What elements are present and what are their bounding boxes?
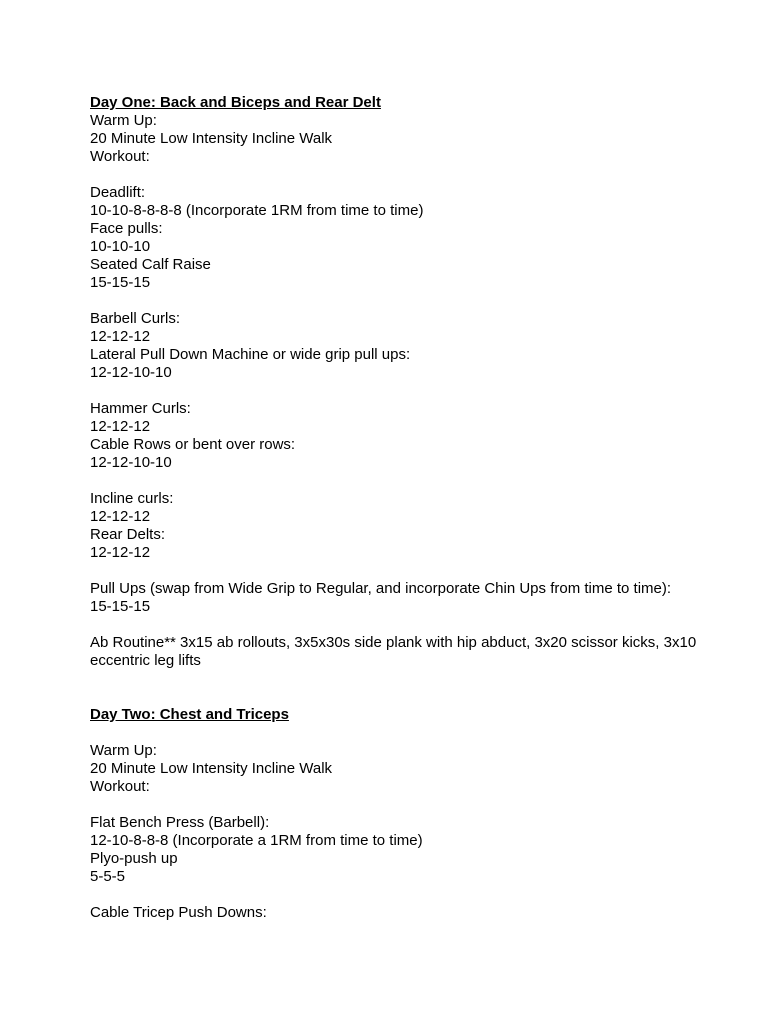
exercise-name: Seated Calf Raise bbox=[90, 256, 211, 273]
day-two-workout-label: Workout: bbox=[90, 778, 150, 795]
exercise-name: Flat Bench Press (Barbell): bbox=[90, 814, 270, 831]
exercise-reps: 12-12-12 bbox=[90, 508, 151, 525]
spacer bbox=[90, 292, 730, 310]
spacer bbox=[90, 166, 730, 184]
exercise-name: Incline curls: bbox=[90, 490, 174, 507]
day-one-warmup-text: 20 Minute Low Intensity Incline Walk bbox=[90, 130, 333, 147]
exercise-reps: 12-12-10-10 bbox=[90, 364, 172, 381]
exercise-name: Cable Rows or bent over rows: bbox=[90, 436, 296, 453]
exercise-reps: 12-12-10-10 bbox=[90, 454, 172, 471]
ab-routine: Ab Routine** 3x15 ab rollouts, 3x5x30s side plank with hip abduct, 3x20 scissor kicks, 3x10 eccentric leg lifts bbox=[90, 634, 697, 669]
day-two-heading: Day Two: Chest and Triceps bbox=[90, 706, 289, 723]
document-body bbox=[90, 94, 730, 922]
exercise-reps: 12-12-12 bbox=[90, 418, 151, 435]
spacer bbox=[90, 796, 730, 814]
day-one-heading: Day One: Back and Biceps and Rear Delt bbox=[90, 94, 381, 111]
spacer bbox=[90, 382, 730, 400]
exercise-reps: 15-15-15 bbox=[90, 598, 151, 615]
spacer bbox=[90, 472, 730, 490]
exercise-reps: 12-10-8-8-8 (Incorporate a 1RM from time to time) bbox=[90, 832, 423, 849]
exercise-name: Rear Delts: bbox=[90, 526, 166, 543]
exercise-name: Cable Tricep Push Downs: bbox=[90, 904, 267, 921]
exercise-name: Pull Ups (swap from Wide Grip to Regular, and incorporate Chin Ups from time to time): bbox=[90, 580, 672, 597]
exercise-name: Hammer Curls: bbox=[90, 400, 191, 417]
spacer bbox=[90, 616, 730, 634]
day-two-warmup-text: 20 Minute Low Intensity Incline Walk bbox=[90, 760, 333, 777]
day-one-workout-label: Workout: bbox=[90, 148, 150, 165]
exercise-reps: 10-10-8-8-8-8 (Incorporate 1RM from time to time) bbox=[90, 202, 424, 219]
exercise-reps: 15-15-15 bbox=[90, 274, 151, 291]
exercise-reps: 12-12-12 bbox=[90, 328, 151, 345]
day-one-warmup-label: Warm Up: bbox=[90, 112, 157, 129]
exercise-name: Deadlift: bbox=[90, 184, 146, 201]
exercise-reps: 5-5-5 bbox=[90, 868, 126, 885]
exercise-reps: 10-10-10 bbox=[90, 238, 151, 255]
spacer bbox=[90, 562, 730, 580]
spacer bbox=[90, 724, 730, 742]
exercise-name: Plyo-push up bbox=[90, 850, 178, 867]
exercise-reps: 12-12-12 bbox=[90, 544, 151, 561]
spacer bbox=[90, 670, 730, 706]
exercise-name: Barbell Curls: bbox=[90, 310, 181, 327]
exercise-name: Face pulls: bbox=[90, 220, 163, 237]
exercise-name: Lateral Pull Down Machine or wide grip pull ups: bbox=[90, 346, 411, 363]
spacer bbox=[90, 886, 730, 904]
day-two-warmup-label: Warm Up: bbox=[90, 742, 157, 759]
